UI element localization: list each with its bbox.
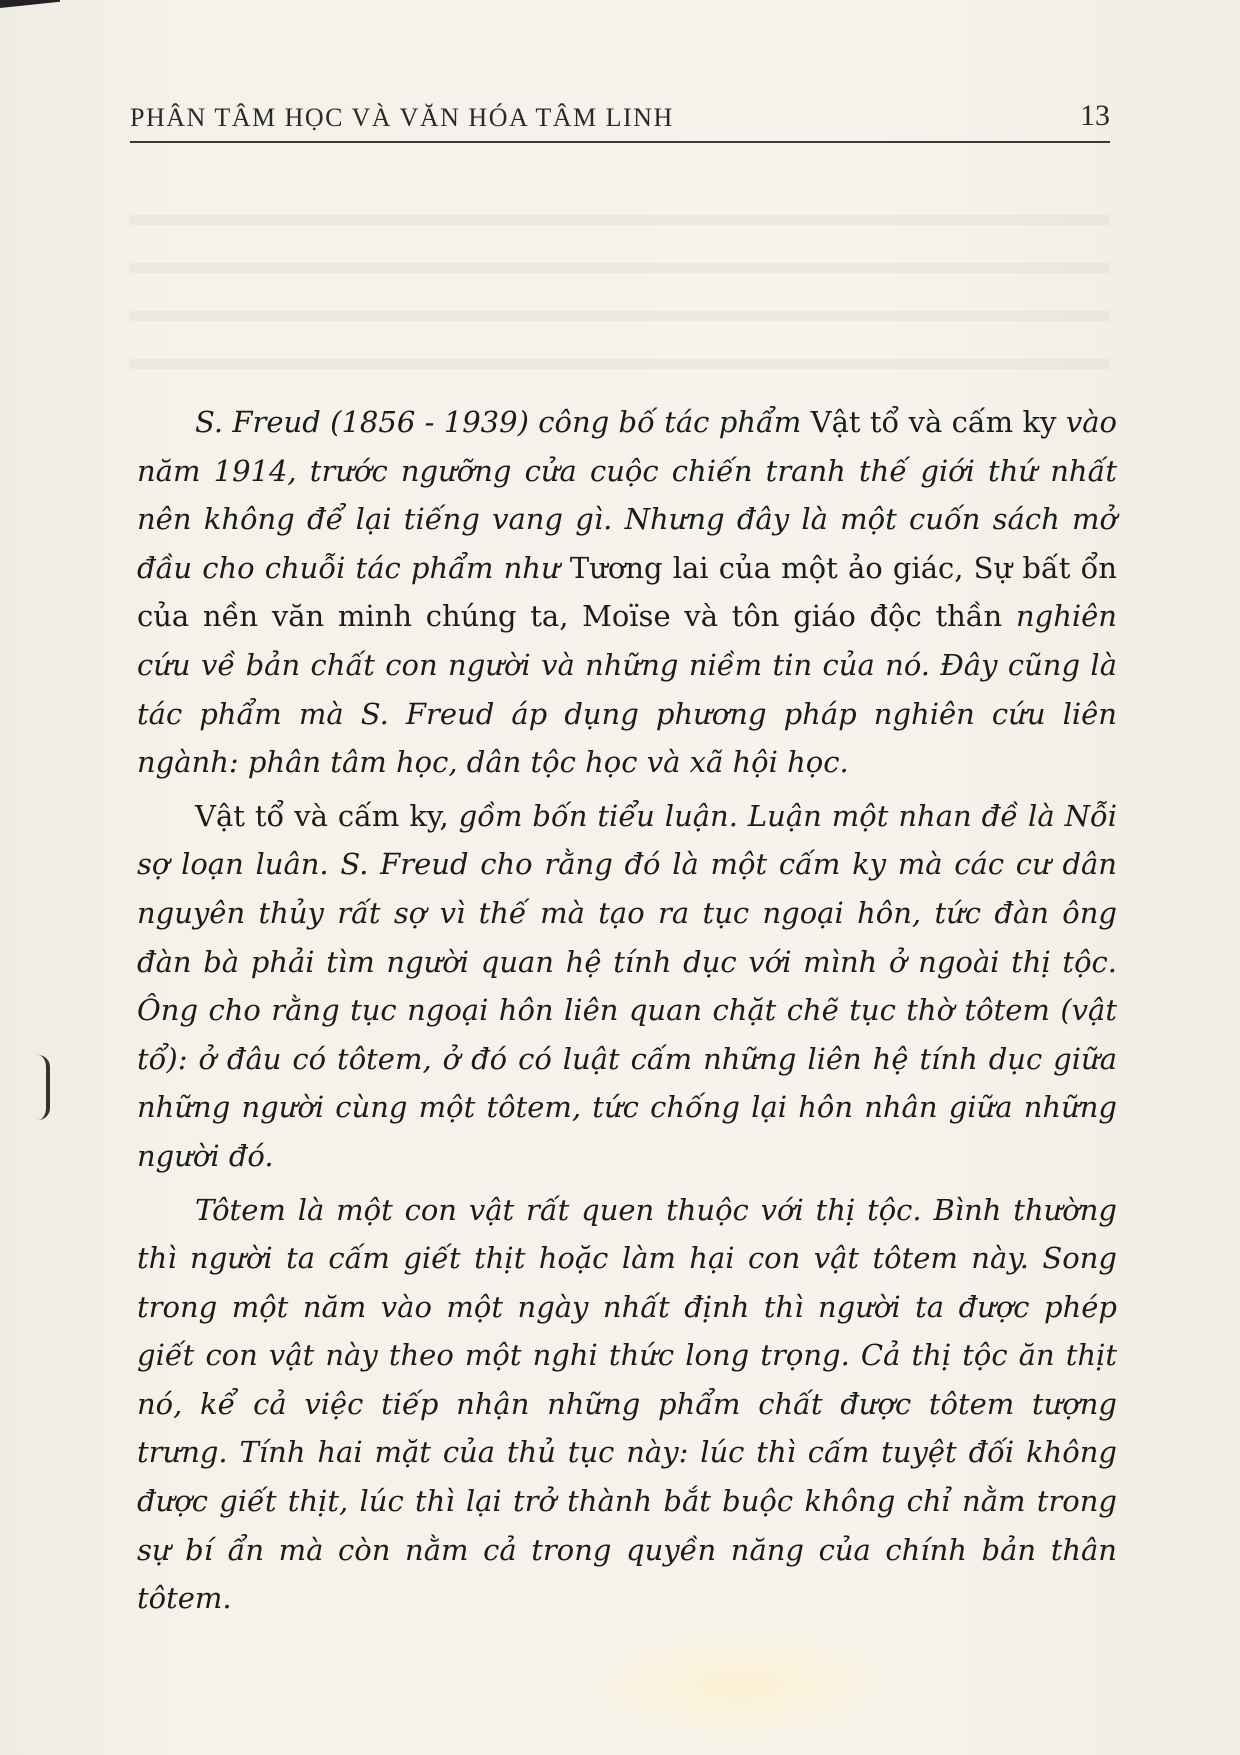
p1-span-3: vào năm 1914, trước ngưỡng cửa cuộc chiến tranh thế giới thứ nhất nên không để lại tiếng vang gì. Nhưng đây là một cuốn sách mở đầu cho chuỗi tác phẩm như xyxy=(137,405,1117,585)
running-title: PHÂN TÂM HỌC VÀ VĂN HÓA TÂM LINH xyxy=(130,103,674,132)
body-text xyxy=(137,398,1117,1628)
p1-span-1: S. Freud (1856 - 1939) công bố tác phẩm xyxy=(195,405,802,439)
paragraph-2 xyxy=(137,792,1117,1181)
header-rule xyxy=(130,141,1110,143)
p1-span-5: nghiên cứu về bản chất con người và những niềm tin của nó. Đây cũng là tác phẩm mà S. Freud áp dụng phương pháp nghiên cứu liên ngành: phân tâm học, dân tộc học và xã hội học. xyxy=(137,599,1117,780)
light-glare xyxy=(560,1620,920,1750)
show-through-area xyxy=(130,185,1110,375)
binding-mark xyxy=(36,1055,50,1120)
scan-corner-mark xyxy=(0,0,60,8)
p1-span-2: Vật tổ và cấm ky xyxy=(801,405,1066,439)
page-header xyxy=(130,95,1110,143)
p3-text: Tôtem là một con vật rất quen thuộc với thị tộc. Bình thường thì người ta cấm giết thịt hoặc làm hại con vật tôtem này. Song trong một năm vào một ngày nhất định thì người ta được phép giết con vật này theo một nghi thức long trọng. Cả thị tộc ăn thịt nó, kể cả việc tiếp nhận những phẩm chất được tôtem tượng trưng. Tính hai mặt của thủ tục này: lúc thì cấm tuyệt đối không được giết thịt, lúc thì lại trở thành bắt buộc không chỉ nằm trong sự bí ẩn mà còn nằm cả trong quyền năng của chính bản thân tôtem. xyxy=(137,1192,1117,1616)
p1-span-4: Tương lai của một ảo giác, Sự bất ổn của nền văn minh chúng ta, Moïse và tôn giáo độc thần xyxy=(137,550,1117,634)
page-number: 13 xyxy=(1080,99,1110,132)
paragraph-3 xyxy=(137,1186,1117,1623)
p2-span-1: Vật tổ và cấm ky, xyxy=(195,798,459,833)
paragraph-1 xyxy=(137,398,1117,787)
p2-span-2: gồm bốn tiểu luận. Luận một nhan đề là Nỗi sợ loạn luân. S. Freud cho rằng đó là một cấm ky mà các cư dân nguyên thủy rất sợ vì thế mà tạo ra tục ngoại hôn, tức đàn ông đàn bà phải tìm người quan hệ tính dục với mình ở ngoài thị tộc. Ông cho rằng tục ngoại hôn liên quan chặt chẽ tục thờ tôtem (vật tổ): ở đâu có tôtem, ở đó có luật cấm những liên hệ tính dục giữa những người cùng một tôtem, tức chống lại hôn nhân giữa những người đó. xyxy=(137,798,1117,1173)
